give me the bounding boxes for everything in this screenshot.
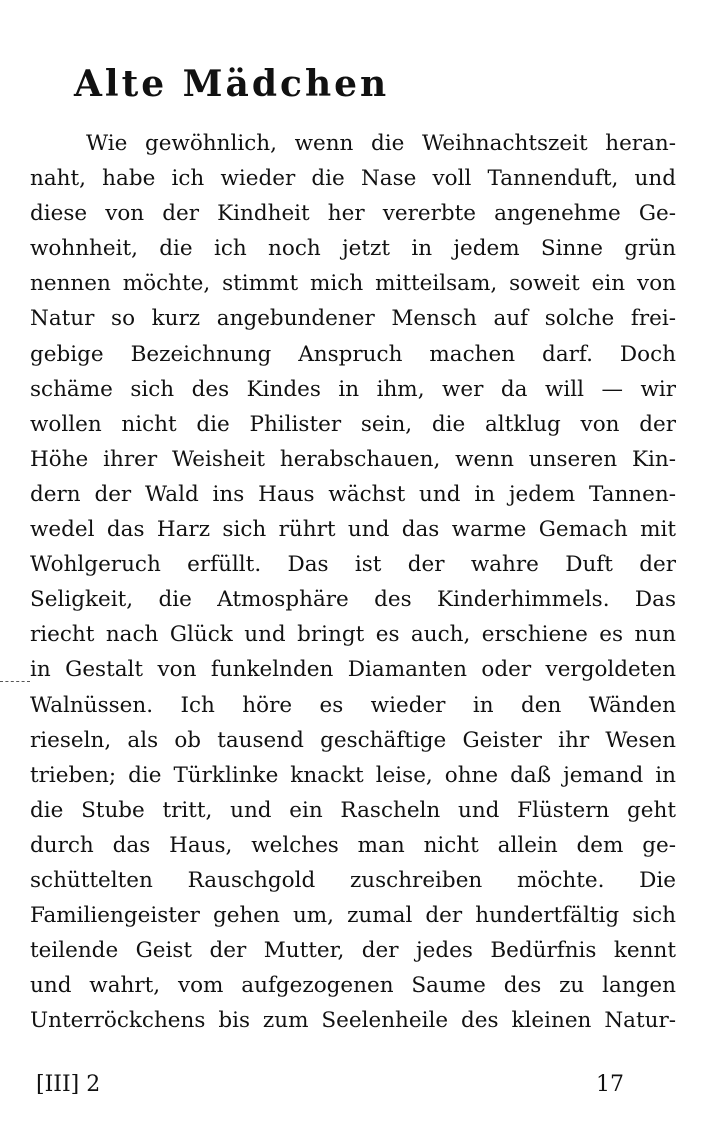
text-line: Walnüssen. Ich höre es wieder in den Wänden — [30, 692, 676, 718]
text-line: Natur so kurz angebundener Mensch auf solche frei- — [30, 306, 676, 332]
text-line: rieseln, als ob tausend geschäftige Geister ihr Wesen — [30, 727, 676, 753]
text-line: wohnheit, die ich noch jetzt in jedem Sinne grün — [30, 236, 676, 262]
text-line: Seligkeit, die Atmosphäre des Kinderhimmels. Das — [30, 587, 676, 613]
text-line: wedel das Harz sich rührt und das warme Gemach mit — [30, 517, 676, 543]
text-line: Unterröckchens bis zum Seelenheile des kleinen Natur- — [30, 1008, 676, 1034]
text-line: nennen möchte, stimmt mich mitteilsam, soweit ein von — [30, 271, 676, 297]
text-line: dern der Wald ins Haus wächst und in jedem Tannen- — [30, 481, 676, 507]
text-line: trieben; die Türklinke knackt leise, ohne daß jemand in — [30, 762, 676, 788]
text-line: riecht nach Glück und bringt es auch, erschiene es nun — [30, 622, 676, 648]
text-line: schäme sich des Kindes in ihm, wer da will — wir — [30, 376, 676, 402]
text-line: gebige Bezeichnung Anspruch machen darf. Doch — [30, 341, 676, 367]
text-line: teilende Geist der Mutter, der jedes Bedürfnis kennt — [30, 938, 676, 964]
text-line: schüttelten Rauschgold zuschreiben möchte. Die — [30, 867, 676, 893]
printer-signature: [III] 2 — [36, 1072, 101, 1097]
text-line: naht, habe ich wieder die Nase voll Tannenduft, und — [30, 166, 676, 192]
text-line: diese von der Kindheit her vererbte angenehme Ge- — [30, 201, 676, 227]
chapter-title: Alte Mädchen — [74, 63, 390, 105]
text-line: Wie gewöhnlich, wenn die Weihnachtszeit heran- — [86, 131, 676, 156]
text-line: Familiengeister gehen um, zumal der hundertfältig sich — [30, 903, 676, 929]
page-number: 17 — [596, 1072, 624, 1097]
text-line: Wohlgeruch erfüllt. Das ist der wahre Duft der — [30, 552, 676, 578]
scan-mark — [0, 681, 30, 682]
body-text — [30, 126, 676, 1038]
text-line: die Stube tritt, und ein Rascheln und Flüstern geht — [30, 797, 676, 823]
text-line: Höhe ihrer Weisheit herabschauen, wenn unseren Kin- — [30, 446, 676, 472]
text-line: durch das Haus, welches man nicht allein dem ge- — [30, 832, 676, 858]
text-line: und wahrt, vom aufgezogenen Saume des zu langen — [30, 973, 676, 999]
text-line: wollen nicht die Philister sein, die altklug von der — [30, 411, 676, 437]
text-line: in Gestalt von funkelnden Diamanten oder vergoldeten — [30, 657, 676, 683]
